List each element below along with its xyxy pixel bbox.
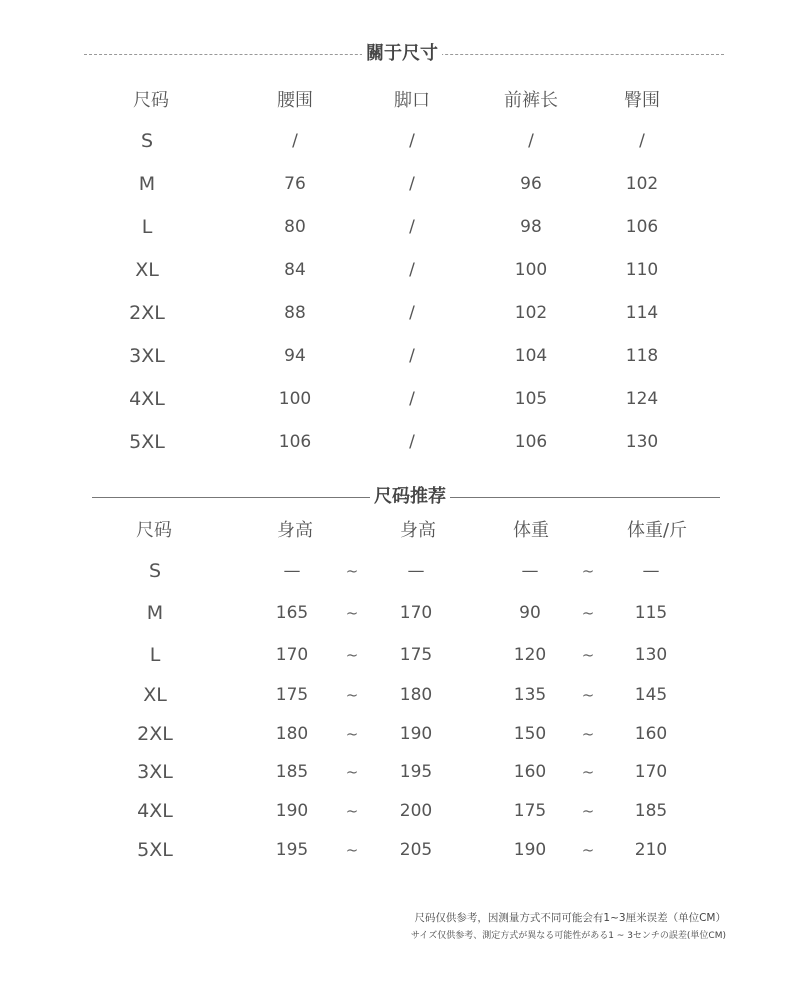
table1-value-cell: 106: [625, 217, 659, 237]
table2-value-cell: 115: [634, 603, 668, 623]
table1-value-cell: /: [409, 260, 415, 280]
range-separator: ~: [581, 646, 595, 664]
range-separator: ~: [581, 841, 595, 859]
table1-value-cell: /: [409, 346, 415, 366]
table2-value-cell: 180: [275, 724, 309, 744]
table2-value-cell: 185: [634, 801, 668, 821]
range-separator: ~: [345, 763, 359, 781]
table2-value-cell: —: [407, 561, 425, 581]
table2-size-cell: 2XL: [137, 723, 173, 745]
range-separator: ~: [345, 725, 359, 743]
table2-header-cell: 尺码: [136, 520, 172, 541]
table1-value-cell: 118: [625, 346, 659, 366]
table2-value-cell: 195: [399, 762, 433, 782]
table1-value-cell: /: [292, 131, 298, 151]
table2-value-cell: —: [642, 561, 660, 581]
table2-value-cell: 90: [519, 603, 541, 623]
table1-value-cell: /: [409, 389, 415, 409]
table1-value-cell: /: [409, 303, 415, 323]
table2-value-cell: 170: [399, 603, 433, 623]
table2-value-cell: 180: [399, 685, 433, 705]
table2-value-cell: 200: [399, 801, 433, 821]
table2-header-cell: 体重: [513, 520, 549, 541]
table1-value-cell: /: [409, 174, 415, 194]
range-separator: ~: [581, 763, 595, 781]
table2-value-cell: 175: [275, 685, 309, 705]
table2-size-cell: 5XL: [137, 839, 173, 861]
table2-value-cell: 160: [634, 724, 668, 744]
table1-value-cell: 110: [625, 260, 659, 280]
table1-size-cell: 2XL: [129, 302, 165, 324]
table1-value-cell: 114: [625, 303, 659, 323]
table1-value-cell: 94: [284, 346, 306, 366]
table1-value-cell: /: [409, 131, 415, 151]
range-separator: ~: [345, 562, 359, 580]
table2-value-cell: 130: [634, 645, 668, 665]
table2-value-cell: 170: [275, 645, 309, 665]
table2-size-cell: XL: [143, 684, 167, 706]
table1-value-cell: 100: [514, 260, 548, 280]
range-separator: ~: [581, 562, 595, 580]
table2-value-cell: 210: [634, 840, 668, 860]
table2-value-cell: 195: [275, 840, 309, 860]
table2-value-cell: 160: [513, 762, 547, 782]
range-separator: ~: [345, 686, 359, 704]
table1-header-cell: 腰围: [277, 90, 313, 111]
table2-size-cell: L: [149, 644, 161, 666]
table1-value-cell: /: [639, 131, 645, 151]
table2-value-cell: —: [283, 561, 301, 581]
table2-value-cell: 170: [634, 762, 668, 782]
range-separator: ~: [581, 725, 595, 743]
table1-value-cell: 98: [520, 217, 542, 237]
table2-value-cell: 205: [399, 840, 433, 860]
range-separator: ~: [345, 802, 359, 820]
table2-header-cell: 身高: [277, 520, 313, 541]
table1-size-cell: 4XL: [129, 388, 165, 410]
table1-size-cell: S: [140, 130, 154, 152]
table1-value-cell: 102: [514, 303, 548, 323]
range-separator: ~: [581, 686, 595, 704]
table2-value-cell: 185: [275, 762, 309, 782]
table1-value-cell: /: [409, 217, 415, 237]
size-info-title: 關于尺寸: [362, 43, 442, 65]
table1-header-cell: 脚口: [394, 90, 430, 111]
table2-value-cell: —: [521, 561, 539, 581]
table2-value-cell: 165: [275, 603, 309, 623]
table1-value-cell: /: [409, 432, 415, 452]
table1-header-cell: 尺码: [133, 90, 169, 111]
table1-value-cell: 76: [284, 174, 306, 194]
table2-value-cell: 190: [399, 724, 433, 744]
size-note-japanese: サイズ仅供参考、測定方式が異なる可能性がある1 ~ 3センチの誤差(単位CM): [410, 931, 726, 941]
table1-size-cell: 3XL: [129, 345, 165, 367]
size-recommend-title: 尺码推荐: [370, 486, 450, 508]
table1-value-cell: 96: [520, 174, 542, 194]
range-separator: ~: [345, 604, 359, 622]
table1-size-cell: L: [141, 216, 153, 238]
table2-value-cell: 135: [513, 685, 547, 705]
table1-value-cell: 106: [278, 432, 312, 452]
table1-value-cell: 84: [284, 260, 306, 280]
size-recommend-divider: [92, 486, 720, 508]
table1-size-cell: 5XL: [129, 431, 165, 453]
table1-header-cell: 臀围: [624, 90, 660, 111]
table1-size-cell: XL: [135, 259, 159, 281]
table1-value-cell: /: [528, 131, 534, 151]
table2-value-cell: 190: [275, 801, 309, 821]
table1-size-cell: M: [138, 173, 156, 195]
table2-header-cell: 体重/斤: [626, 520, 688, 541]
table1-value-cell: 80: [284, 217, 306, 237]
table1-value-cell: 88: [284, 303, 306, 323]
table2-size-cell: S: [148, 560, 162, 582]
table2-value-cell: 120: [513, 645, 547, 665]
table2-size-cell: 4XL: [137, 800, 173, 822]
table2-value-cell: 175: [513, 801, 547, 821]
table2-value-cell: 190: [513, 840, 547, 860]
range-separator: ~: [345, 841, 359, 859]
range-separator: ~: [581, 802, 595, 820]
table2-value-cell: 175: [399, 645, 433, 665]
table1-value-cell: 105: [514, 389, 548, 409]
table1-header-cell: 前裤长: [504, 90, 558, 111]
table1-value-cell: 130: [625, 432, 659, 452]
table1-value-cell: 102: [625, 174, 659, 194]
table1-value-cell: 106: [514, 432, 548, 452]
table2-size-cell: 3XL: [137, 761, 173, 783]
size-info-divider: [84, 43, 724, 65]
size-note-chinese: 尺码仅供参考，因测量方式不同可能会有1~3厘米误差（单位CM）: [414, 912, 726, 924]
table1-value-cell: 124: [625, 389, 659, 409]
range-separator: ~: [345, 646, 359, 664]
table2-value-cell: 150: [513, 724, 547, 744]
table2-value-cell: 145: [634, 685, 668, 705]
table1-value-cell: 100: [278, 389, 312, 409]
table2-size-cell: M: [146, 602, 164, 624]
table2-header-cell: 身高: [400, 520, 436, 541]
table1-value-cell: 104: [514, 346, 548, 366]
range-separator: ~: [581, 604, 595, 622]
